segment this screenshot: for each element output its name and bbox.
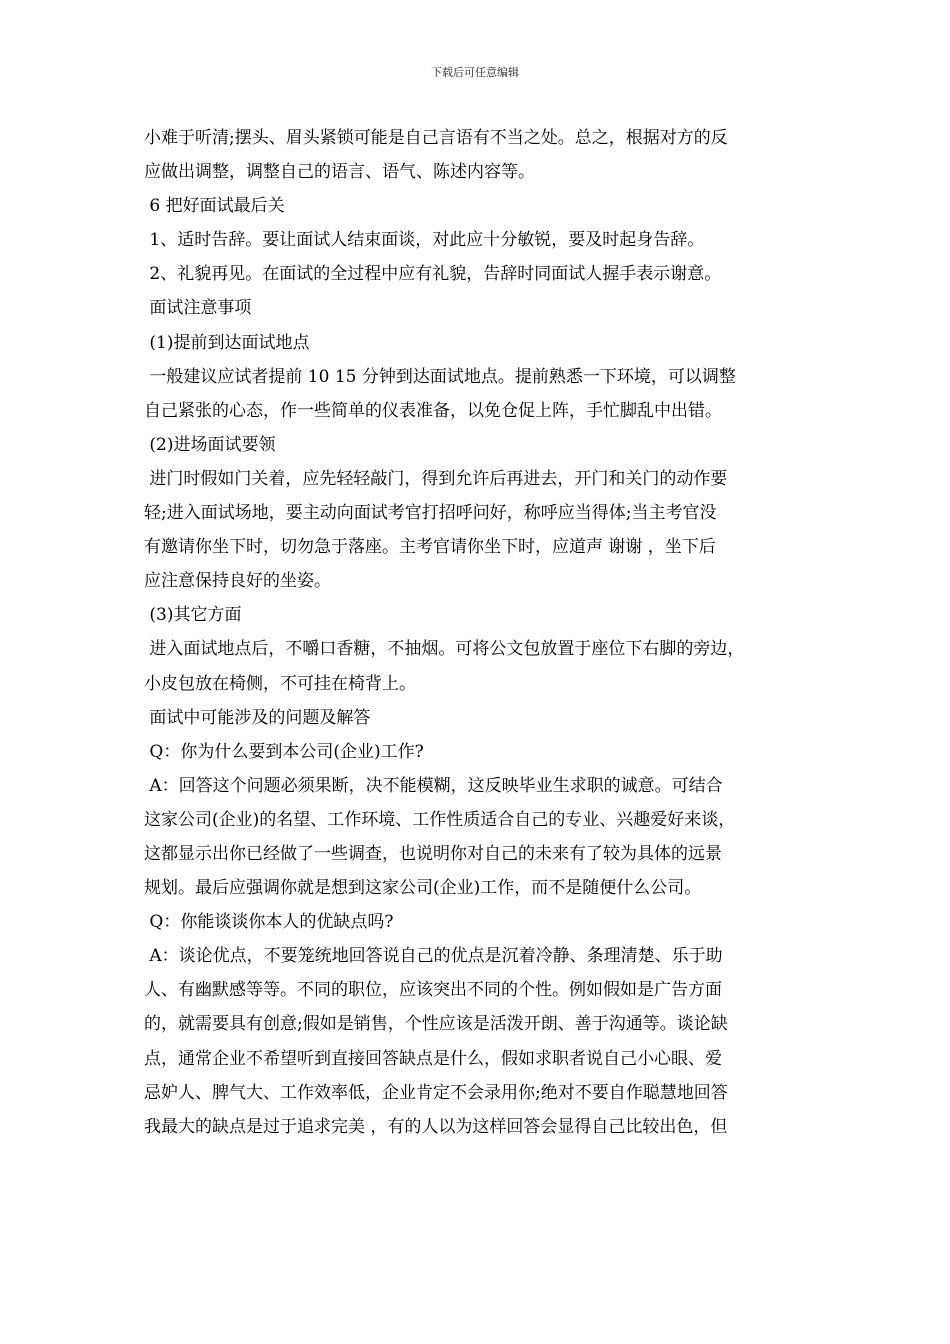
page-header: 下载后可任意编辑	[431, 66, 519, 79]
text-line: 自己紧张的心态，作一些简单的仪表准备，以免仓促上阵，手忙脚乱中出错。	[144, 400, 722, 421]
text-line: 小皮包放在椅侧，不可挂在椅背上。	[144, 673, 416, 694]
text-line: 2、礼貌再见。在面试的全过程中应有礼貌，告辞时同面试人握手表示谢意。	[144, 264, 722, 285]
text-line: 人、有幽默感等等。不同的职位，应该突出不同的个性。例如假如是广告方面	[144, 980, 722, 1001]
text-line: 进入面试地点后，不嚼口香糖，不抽烟。可将公文包放置于座位下右脚的旁边，	[144, 639, 745, 660]
text-line: 点，通常企业不希望听到直接回答缺点是什么，假如求职者说自己小心眼、爱	[144, 1048, 722, 1069]
text-line: 我最大的缺点是过于追求完美 ，有的人以为这样回答会显得自己比较出色，但	[144, 1116, 728, 1137]
section-heading: 6 把好面试最后关	[144, 196, 285, 217]
text-line: 规划。最后应强调你就是想到这家公司(企业)工作，而不是随便什么公司。	[144, 878, 702, 899]
text-line: 这家公司(企业)的名望、工作环境、工作性质适合自己的专业、兴趣爱好来谈，	[144, 809, 736, 830]
text-line: 忌妒人、脾气大、工作效率低，企业肯定不会录用你;绝对不要自作聪慧地回答	[144, 1082, 728, 1103]
text-line: 这都显示出你已经做了一些调查，也说明你对自己的未来有了较为具体的远景	[144, 843, 722, 864]
text-line: 应注意保持良好的坐姿。	[144, 571, 331, 592]
section-heading: 面试中可能涉及的问题及解答	[144, 707, 371, 728]
text-line: 的，就需要具有创意;假如是销售，个性应该是活泼开朗、善于沟通等。谈论缺	[144, 1014, 728, 1035]
question-line: Q：你能谈谈你本人的优缺点吗?	[144, 912, 394, 933]
subsection-heading: (2)进场面试要领	[144, 434, 276, 455]
text-line: 1、适时告辞。要让面试人结束面谈，对此应十分敏锐，要及时起身告辞。	[144, 230, 705, 251]
section-heading: 面试注意事项	[144, 298, 252, 319]
question-line: Q：你为什么要到本公司(企业)工作?	[144, 741, 424, 762]
answer-line: A：回答这个问题必须果断，决不能模糊，这反映毕业生求职的诚意。可结合	[144, 775, 723, 796]
subsection-heading: (1)提前到达面试地点	[144, 332, 310, 353]
subsection-heading: (3)其它方面	[144, 605, 242, 626]
text-line: 一般建议应试者提前 10 15 分钟到达面试地点。提前熟悉一下环境，可以调整	[144, 366, 736, 387]
text-line: 轻;进入面试场地，要主动向面试考官打招呼问好，称呼应当得体;当主考官没	[144, 503, 717, 524]
text-line: 进门时假如门关着，应先轻轻敲门，得到允许后再进去，开门和关门的动作要	[144, 468, 728, 489]
text-line: 小难于听清;摆头、眉头紧锁可能是自己言语有不当之处。总之，根据对方的反	[144, 128, 728, 148]
answer-line: A：谈论优点，不要笼统地回答说自己的优点是沉着冷静、条理清楚、乐于助	[144, 946, 723, 967]
text-line: 有邀请你坐下时，切勿急于落座。主考官请你坐下时，应道声 谢谢 ，坐下后	[144, 537, 716, 558]
text-line: 应做出调整，调整自己的语言、语气、陈述内容等。	[144, 162, 535, 183]
document-body	[144, 121, 814, 1144]
